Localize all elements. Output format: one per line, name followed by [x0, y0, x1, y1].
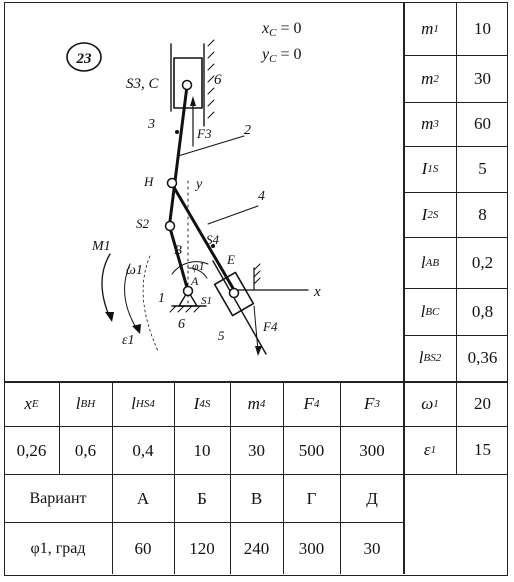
label-2: 2	[244, 123, 251, 138]
param-symbol: I 1S	[421, 159, 439, 178]
param-symbol: ω 1	[421, 394, 439, 413]
param-value: 15	[474, 440, 491, 459]
label-eps1: ε1	[122, 333, 135, 348]
variant-letter: Б	[197, 488, 207, 508]
label-omega1: ω1	[126, 263, 143, 278]
label-x-axis: x	[314, 284, 321, 300]
label-f4: F4	[263, 319, 278, 334]
param-symbol: ε 1	[423, 440, 437, 459]
param-value: 500	[298, 440, 325, 460]
phi-value: 30	[363, 538, 381, 558]
label-3: 3	[148, 117, 155, 132]
param-symbol: I 2S	[421, 204, 439, 224]
variant-letter: Г	[306, 488, 317, 508]
param-header: m 4	[247, 394, 266, 413]
label-s4: S4	[206, 232, 219, 247]
param-symbol: m 2	[421, 68, 439, 88]
label-m1: M1	[92, 239, 111, 254]
param-symbol: l BS2	[418, 348, 442, 367]
param-value: 0,26	[16, 440, 47, 460]
link-4	[172, 184, 234, 290]
phi-value: 240	[243, 538, 270, 558]
joint-c	[183, 81, 192, 90]
param-header: x E	[24, 394, 39, 413]
label-5: 5	[218, 328, 225, 343]
label-s1: S1	[201, 295, 212, 307]
label-1: 1	[158, 291, 165, 306]
param-symbol: m 1	[421, 18, 439, 38]
label-y: y	[196, 177, 203, 192]
variant-number: 23	[76, 51, 92, 67]
phi-value: 300	[298, 538, 325, 558]
crank-1	[170, 228, 188, 291]
param-value: 300	[359, 440, 385, 460]
label-4: 4	[258, 189, 265, 204]
label-6-bottom: 6	[178, 317, 185, 332]
variant-letter: Д	[366, 488, 378, 508]
param-header: l BH	[75, 394, 96, 413]
variant-letter: А	[136, 488, 150, 508]
joint-h	[168, 179, 177, 188]
label-f3: F3	[197, 126, 212, 141]
label-phi1: φ1	[192, 259, 205, 273]
param-value: 8	[478, 204, 487, 224]
param-value: 5	[478, 159, 487, 178]
param-value: 30	[474, 68, 491, 88]
param-symbol: l AB	[420, 252, 440, 272]
variant-letter: В	[250, 488, 263, 508]
label-s2: S2	[136, 216, 149, 231]
label-e: E	[227, 252, 235, 267]
link-2	[170, 86, 187, 221]
param-value: 10	[474, 18, 491, 38]
param-value: 20	[474, 394, 491, 413]
phi-value: 120	[189, 538, 215, 558]
joint-e	[230, 289, 239, 298]
param-symbol: m 3	[421, 114, 439, 133]
phi-value: 60	[134, 538, 152, 558]
mechanism-diagram	[8, 6, 402, 382]
param-header: F 3	[364, 394, 380, 413]
origin-coordinates: $x_C = 0$ $y_C = 0$	[262, 20, 302, 65]
label-b: B	[174, 242, 182, 257]
param-header: I 4S	[193, 394, 211, 413]
joint-b	[166, 222, 175, 231]
param-value: 0,8	[471, 301, 494, 321]
label-a: A	[191, 274, 199, 288]
label-h: H	[144, 174, 154, 189]
param-value: 0,2	[471, 252, 494, 272]
param-value: 60	[474, 114, 491, 133]
label-s3c: S3, C	[126, 76, 159, 92]
param-header: F 4	[303, 394, 320, 413]
param-value: 0,36	[467, 348, 498, 367]
param-value: 0,4	[132, 440, 154, 460]
param-value: 30	[248, 440, 265, 460]
param-header: l HS4	[131, 394, 155, 413]
param-symbol: l BC	[420, 301, 440, 321]
variant-label: Вариант	[29, 489, 87, 507]
label-6-top: 6	[214, 72, 222, 88]
param-value: 10	[193, 440, 211, 460]
phi-label: φ1, град	[30, 539, 86, 557]
param-value: 0,6	[74, 440, 97, 460]
